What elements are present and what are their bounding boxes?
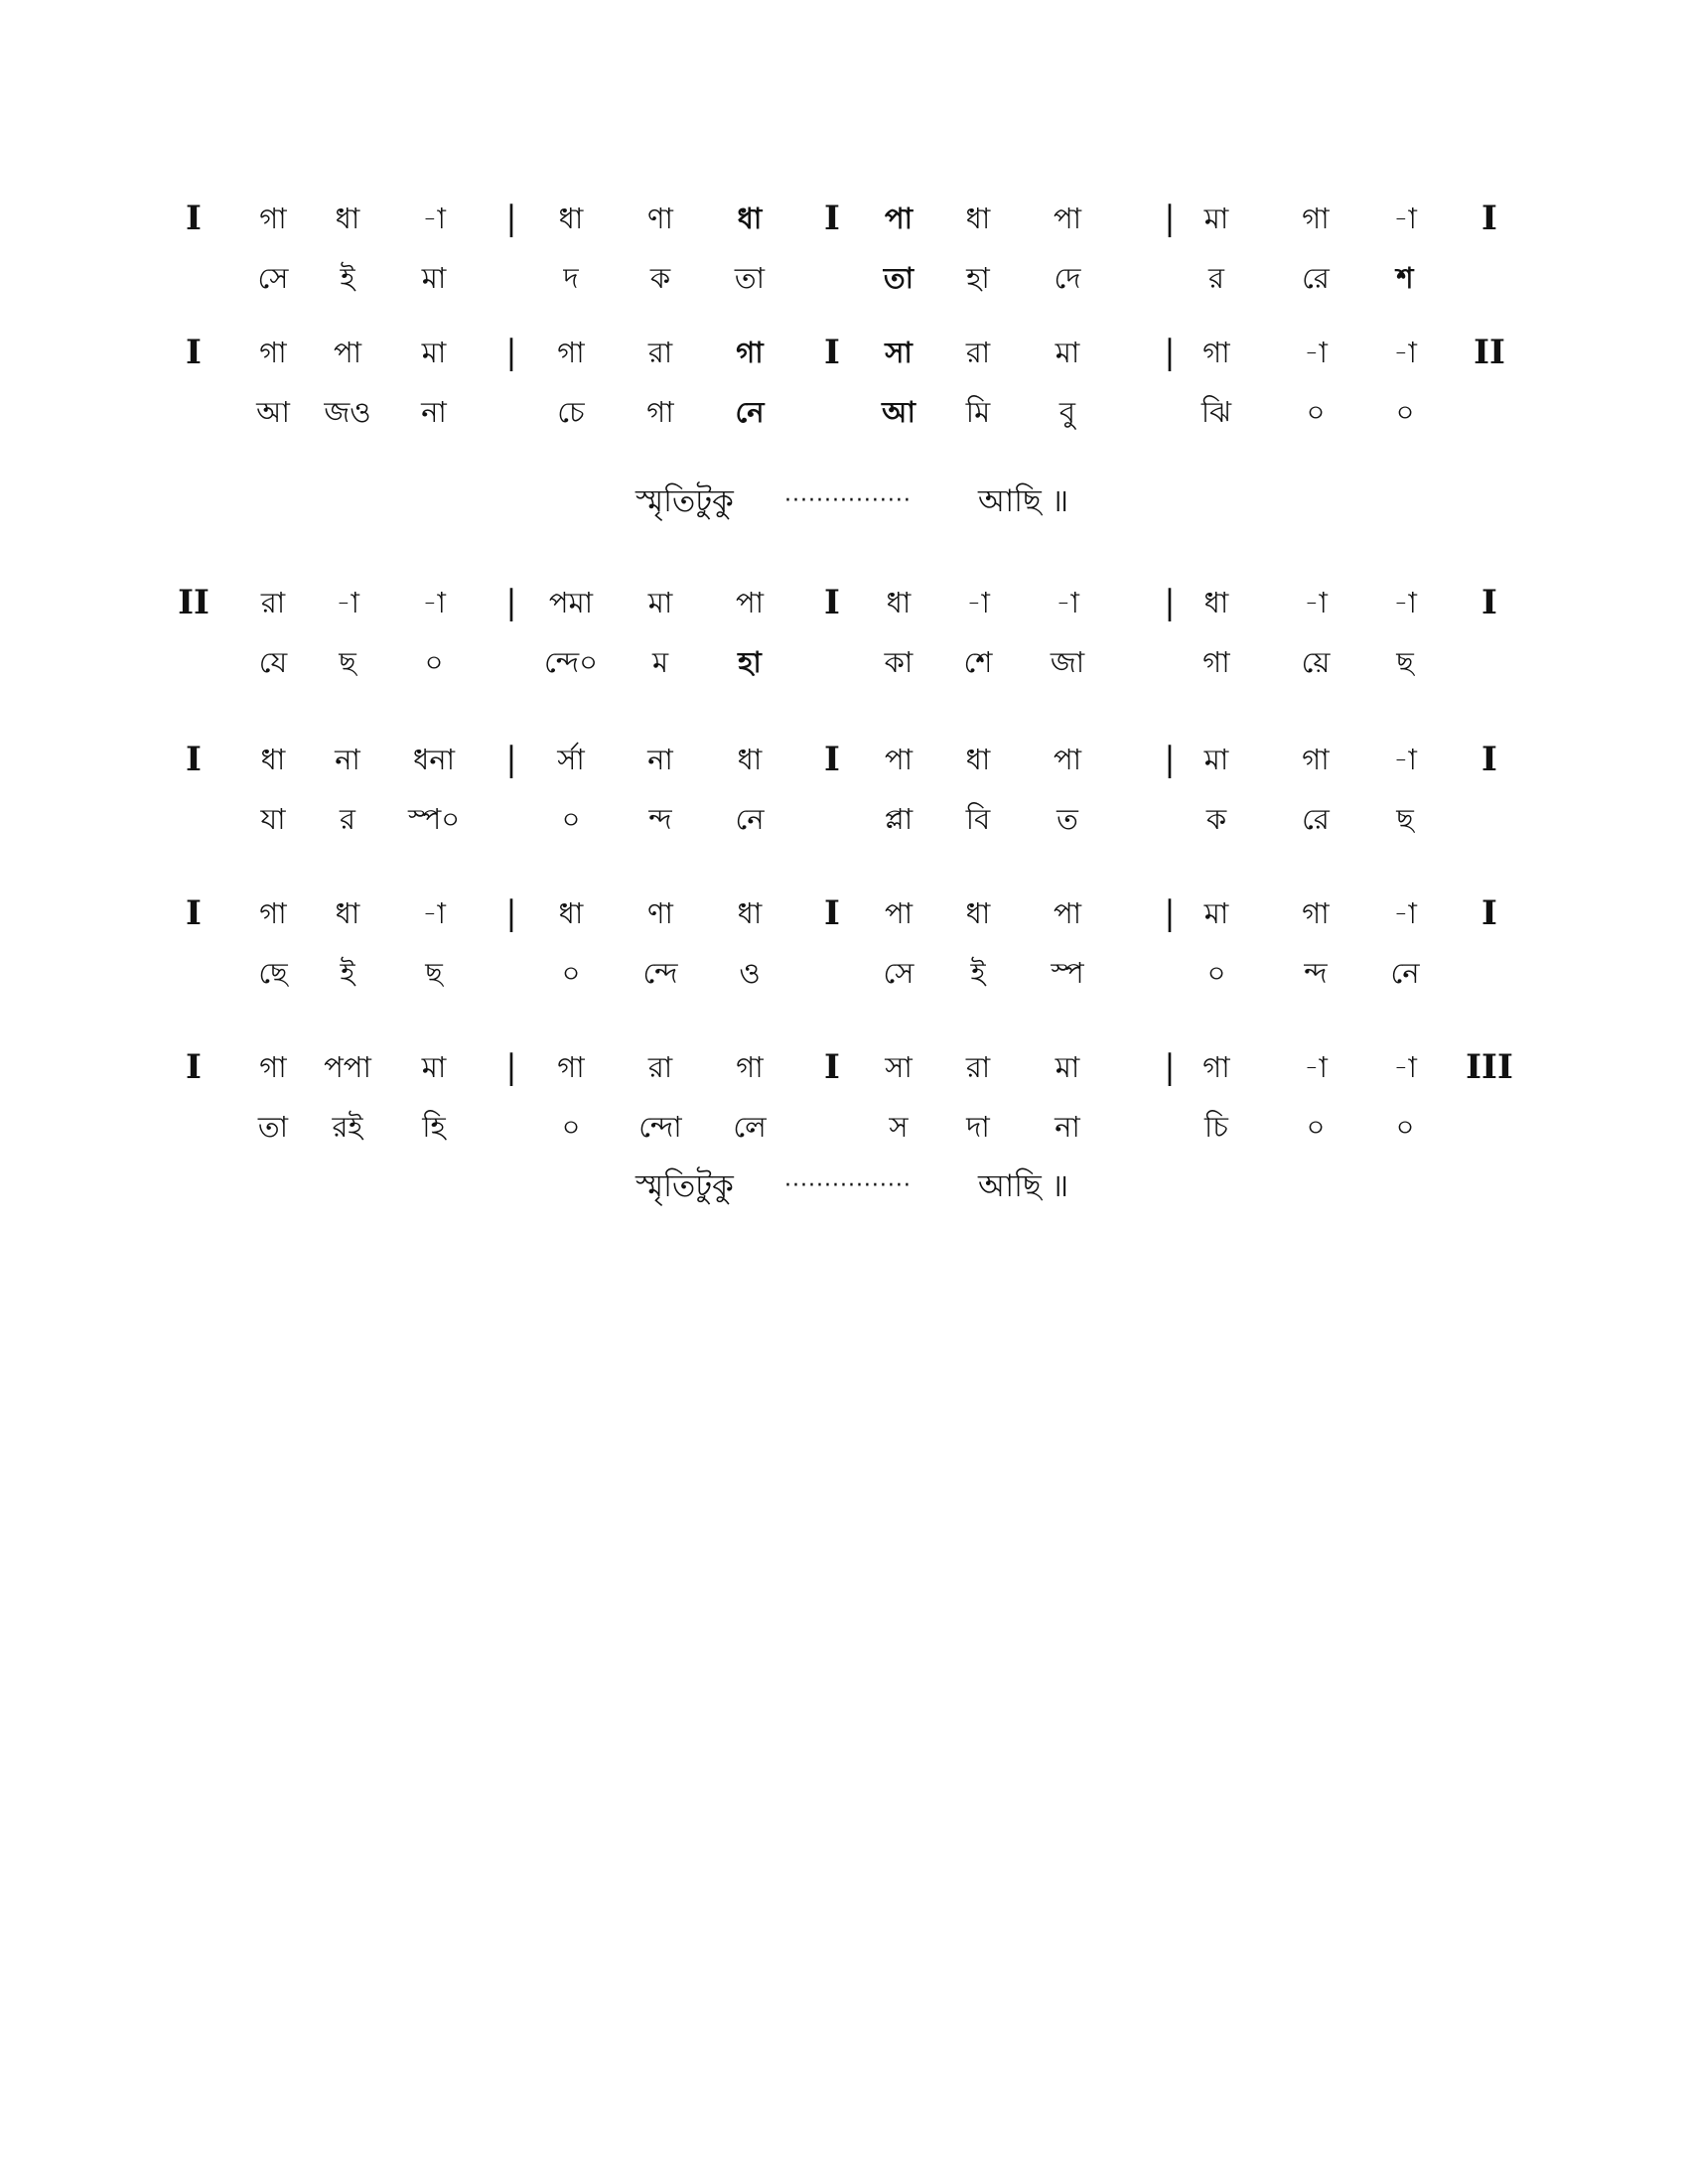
swara-note: রা <box>965 1050 991 1084</box>
lyric-syllable: ন্দ <box>648 802 672 836</box>
swara-line <box>0 194 1688 243</box>
swara-note: ধা <box>737 896 763 930</box>
swara-note: গা <box>557 336 585 369</box>
lyric-syllable: ন্দে০ <box>544 645 598 679</box>
bar-line: III <box>1466 1047 1513 1087</box>
swara-note: -া <box>1304 586 1328 619</box>
lyric-syllable: ক <box>1205 802 1227 836</box>
bar-line: I <box>824 1047 840 1087</box>
bar-line: | <box>505 333 517 372</box>
swara-note: গা <box>1302 743 1330 776</box>
lyric-syllable: ০ <box>1306 1110 1326 1144</box>
swara-note: মা <box>1055 1050 1080 1084</box>
lyric-syllable: ঝি <box>1200 395 1232 429</box>
swara-note: মা <box>1203 896 1229 930</box>
lyric-syllable: ক <box>649 261 671 295</box>
swara-note: পা <box>884 202 914 235</box>
refrain-start: স্মৃতিটুকু <box>635 483 734 519</box>
swara-note: -া <box>1393 1050 1417 1084</box>
lyric-syllable: ০ <box>1395 395 1415 429</box>
swara-note: ধা <box>737 743 763 776</box>
swara-note: ণা <box>647 202 673 235</box>
refrain-line <box>0 477 1688 526</box>
lyric-syllable: ন্দো <box>638 1110 682 1144</box>
lyric-syllable: ই <box>970 956 986 990</box>
lyric-syllable: বু <box>1058 395 1076 429</box>
lyric-syllable: ম <box>651 645 669 679</box>
swara-note: রা <box>260 586 286 619</box>
swara-note: গা <box>1202 1050 1230 1084</box>
lyric-syllable: ০ <box>424 645 444 679</box>
lyric-syllable: ছ <box>1396 802 1414 836</box>
lyric-syllable: তা <box>734 261 766 295</box>
refrain-end: আছি ॥ <box>978 1168 1069 1204</box>
swara-note: -া <box>1393 743 1417 776</box>
lyric-syllable: দে <box>1054 261 1081 295</box>
bar-line: I <box>186 333 202 372</box>
bar-line: I <box>1481 583 1497 622</box>
swara-note: ধা <box>260 743 286 776</box>
bar-line: II <box>178 583 210 622</box>
lyric-syllable: মা <box>421 261 447 295</box>
swara-note: পা <box>735 586 765 619</box>
swara-line <box>0 888 1688 938</box>
swara-note: পা <box>333 336 362 369</box>
refrain-dots: ················ <box>784 488 912 513</box>
swara-note: সা <box>885 336 913 369</box>
lyric-syllable: নে <box>735 802 765 836</box>
lyric-syllable: রে <box>1302 261 1330 295</box>
lyric-syllable: ছে <box>258 956 288 990</box>
lyric-syllable: ছ <box>425 956 443 990</box>
lyric-syllable: তা <box>257 1110 289 1144</box>
swara-note: -া <box>422 586 446 619</box>
bar-line: | <box>1164 199 1176 238</box>
swara-note: -া <box>422 202 446 235</box>
lyric-syllable: বি <box>965 802 991 836</box>
bar-line: I <box>186 740 202 779</box>
lyric-syllable: ০ <box>1306 395 1326 429</box>
swara-note: -া <box>1304 1050 1328 1084</box>
swara-note: গা <box>259 1050 287 1084</box>
bar-line: I <box>186 1047 202 1087</box>
swara-note: মা <box>1203 743 1229 776</box>
swara-note: ধা <box>737 202 763 235</box>
swara-note: ধা <box>558 896 584 930</box>
lyric-line <box>0 253 1688 303</box>
lyric-line <box>0 387 1688 437</box>
lyric-syllable: আ <box>882 395 915 429</box>
swara-note: -া <box>1304 336 1328 369</box>
lyric-syllable: হা <box>966 261 990 295</box>
swara-note: ধা <box>965 743 991 776</box>
swara-note: মা <box>421 336 447 369</box>
lyric-syllable: ই <box>340 956 355 990</box>
swara-note: -া <box>1055 586 1079 619</box>
lyric-syllable: প্লা <box>884 802 914 836</box>
lyric-syllable: রে <box>1302 802 1330 836</box>
lyric-syllable: দা <box>966 1110 990 1144</box>
swara-note: র্সা <box>557 743 585 776</box>
lyric-syllable: ছ <box>1396 645 1414 679</box>
lyric-syllable: ০ <box>561 956 581 990</box>
swara-note: গা <box>259 336 287 369</box>
bar-line: I <box>824 333 840 372</box>
lyric-line <box>0 794 1688 844</box>
lyric-line <box>0 1102 1688 1152</box>
bar-line: I <box>186 893 202 933</box>
lyric-syllable: গা <box>646 395 674 429</box>
bar-line: I <box>824 199 840 238</box>
lyric-syllable: হা <box>738 645 762 679</box>
bar-line: | <box>1164 893 1176 933</box>
lyric-syllable: চি <box>1204 1110 1228 1144</box>
swara-line <box>0 328 1688 377</box>
lyric-syllable: হি <box>422 1110 446 1144</box>
lyric-syllable: স <box>889 1110 909 1144</box>
swara-note: রা <box>647 1050 673 1084</box>
swara-note: পা <box>1053 202 1082 235</box>
swara-line <box>0 578 1688 627</box>
lyric-syllable: না <box>421 395 447 429</box>
lyric-line <box>0 948 1688 998</box>
swara-note: মা <box>1055 336 1080 369</box>
lyric-syllable: না <box>1055 1110 1080 1144</box>
swara-note: গা <box>1302 202 1330 235</box>
lyric-syllable: ই <box>340 261 355 295</box>
lyric-syllable: ০ <box>561 1110 581 1144</box>
swara-note: না <box>647 743 673 776</box>
swara-note: -া <box>966 586 990 619</box>
swara-note: পা <box>1053 896 1082 930</box>
swara-note: ধা <box>886 586 912 619</box>
bar-line: I <box>1481 199 1497 238</box>
swara-note: -া <box>422 896 446 930</box>
lyric-syllable: যা <box>260 802 286 836</box>
swara-note: গা <box>557 1050 585 1084</box>
bar-line: I <box>1481 893 1497 933</box>
bar-line: I <box>824 893 840 933</box>
lyric-syllable: মি <box>965 395 991 429</box>
swara-note: পমা <box>548 586 594 619</box>
swara-note: মা <box>647 586 673 619</box>
refrain-start: স্মৃতিটুকু <box>635 1168 734 1204</box>
swara-note: গা <box>259 896 287 930</box>
lyric-syllable: শে <box>963 645 993 679</box>
bar-line: | <box>505 1047 517 1087</box>
swara-note: পপা <box>324 1050 371 1084</box>
swara-note: ধা <box>1203 586 1229 619</box>
swara-note: -া <box>1393 586 1417 619</box>
swara-note: গা <box>736 336 764 369</box>
bar-line: | <box>1164 1047 1176 1087</box>
swara-note: মা <box>1203 202 1229 235</box>
bar-line: II <box>1474 333 1505 372</box>
bar-line: I <box>824 583 840 622</box>
lyric-syllable: ও <box>739 956 761 990</box>
bar-line: | <box>505 740 517 779</box>
swara-note: ধা <box>335 896 360 930</box>
lyric-syllable: চে <box>557 395 585 429</box>
lyric-line <box>0 637 1688 687</box>
lyric-syllable: নে <box>1390 956 1420 990</box>
swara-note: ধনা <box>413 743 455 776</box>
swara-note: -া <box>1393 202 1417 235</box>
lyric-syllable: জা <box>1050 645 1085 679</box>
lyric-syllable: ০ <box>1206 956 1226 990</box>
swara-line <box>0 1042 1688 1092</box>
swara-note: -া <box>1393 896 1417 930</box>
swara-note: -া <box>1393 336 1417 369</box>
lyric-syllable: ছ <box>339 645 356 679</box>
bar-line: | <box>1164 583 1176 622</box>
swara-note: ধা <box>965 896 991 930</box>
refrain-dots: ················ <box>784 1173 912 1198</box>
bar-line: I <box>1481 740 1497 779</box>
lyric-syllable: তা <box>883 261 914 295</box>
swara-note: গা <box>1202 336 1230 369</box>
lyric-syllable: স্প০ <box>407 802 461 836</box>
swara-note: রা <box>965 336 991 369</box>
swara-note: রা <box>647 336 673 369</box>
lyric-syllable: আ <box>256 395 290 429</box>
bar-line: | <box>1164 333 1176 372</box>
bar-line: | <box>505 583 517 622</box>
swara-note: -া <box>336 586 359 619</box>
lyric-syllable: স্প <box>1051 956 1084 990</box>
swara-note: ধা <box>558 202 584 235</box>
swara-note: পা <box>884 743 914 776</box>
swara-note: মা <box>421 1050 447 1084</box>
swara-note: সা <box>885 1050 913 1084</box>
bar-line: | <box>505 893 517 933</box>
refrain-line <box>0 1161 1688 1211</box>
bar-line: | <box>1164 740 1176 779</box>
swara-note: পা <box>884 896 914 930</box>
lyric-syllable: য়ে <box>1301 645 1331 679</box>
lyric-syllable: সে <box>257 261 289 295</box>
lyric-syllable: র <box>1208 261 1224 295</box>
lyric-syllable: ত <box>1056 802 1078 836</box>
swara-note: ধা <box>335 202 360 235</box>
lyric-syllable: শ <box>1396 261 1414 295</box>
lyric-syllable: দ <box>563 261 579 295</box>
lyric-syllable: যে <box>258 645 288 679</box>
bar-line: | <box>505 199 517 238</box>
lyric-syllable: জও <box>324 395 371 429</box>
lyric-syllable: রই <box>332 1110 363 1144</box>
lyric-syllable: ০ <box>561 802 581 836</box>
lyric-syllable: সে <box>883 956 914 990</box>
lyric-syllable: গা <box>1202 645 1230 679</box>
bar-line: I <box>824 740 840 779</box>
swara-line <box>0 735 1688 784</box>
lyric-syllable: ন্দ <box>1304 956 1328 990</box>
swara-note: ধা <box>965 202 991 235</box>
swara-note: না <box>335 743 360 776</box>
swara-note: গা <box>259 202 287 235</box>
lyric-syllable: লে <box>733 1110 767 1144</box>
bar-line: I <box>186 199 202 238</box>
swara-note: গা <box>1302 896 1330 930</box>
lyric-syllable: ০ <box>1395 1110 1415 1144</box>
swara-note: গা <box>736 1050 764 1084</box>
lyric-syllable: কা <box>884 645 914 679</box>
lyric-syllable: র <box>340 802 355 836</box>
refrain-end: আছি ॥ <box>978 483 1069 519</box>
lyric-syllable: নে <box>735 395 765 429</box>
lyric-syllable: ন্দে <box>642 956 678 990</box>
swara-note: ণা <box>647 896 673 930</box>
swara-note: পা <box>1053 743 1082 776</box>
